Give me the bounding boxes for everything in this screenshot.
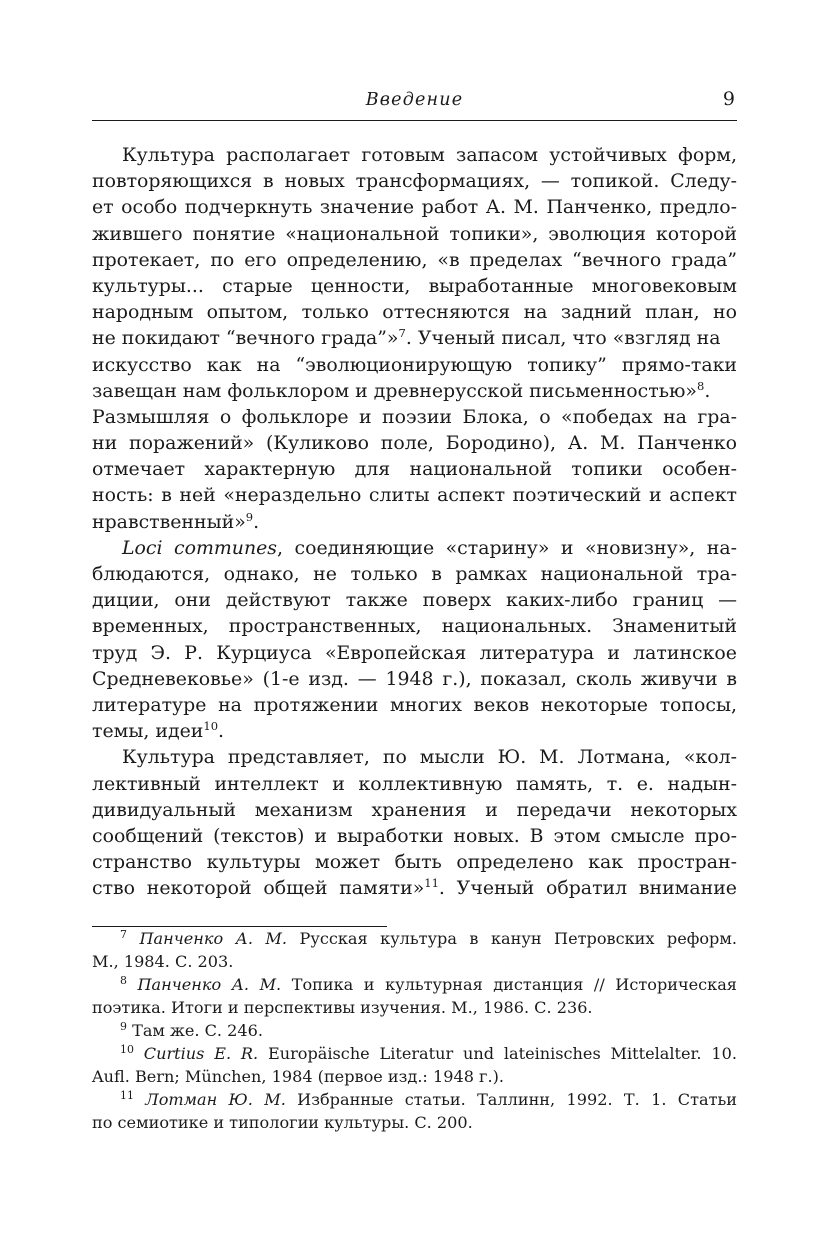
text-line: ность: в ней «нераздельно слиты аспект поэтический и аспект	[92, 484, 737, 507]
text-line	[92, 325, 737, 351]
footnote-line: поэтика. Итоги и перспективы изучения. М., 1986. С. 236.	[92, 998, 593, 1017]
line-segment: темы, идеи	[92, 720, 204, 743]
footnote-author: Панченко А. М.	[137, 975, 282, 994]
footnote-number: 8	[120, 973, 127, 987]
paragraph-2	[92, 535, 737, 745]
text-line: отмечает характерную для национальной топики особен-	[92, 458, 737, 481]
footnote-author: Панченко А. М.	[139, 929, 288, 948]
line-segment: не покидают “вечного града”»	[92, 327, 399, 350]
footnote-line	[92, 927, 737, 950]
footnote-line: М., 1984. С. 203.	[92, 952, 234, 971]
footnote-line	[92, 1019, 737, 1042]
text-line: Размышляя о фольклоре и поэзии Блока, о «победах на гра-	[92, 405, 737, 428]
paragraph-3	[92, 744, 737, 901]
text-line	[92, 535, 737, 561]
main-text	[92, 142, 737, 901]
text-line: ни поражений» (Куликово поле, Бородино), А. М. Панченко	[92, 432, 737, 455]
text-line: ет особо подчеркнуть значение работ А. М. Панченко, предло-	[92, 196, 737, 219]
text-line: дивидуальный механизм хранения и передачи некоторых	[92, 798, 737, 821]
footnote-8	[92, 973, 737, 1019]
footnote-number: 11	[120, 1088, 134, 1102]
period: .	[218, 720, 225, 743]
footnote-ref: 11	[424, 876, 439, 891]
text-line: культуры... старые ценности, выработанные многовековым	[92, 274, 737, 297]
text-line: блюдаются, однако, не только в рамках национальной тра-	[92, 563, 737, 585]
footnote-ref: 10	[203, 718, 219, 733]
running-title: Введение	[365, 90, 464, 110]
page-number: 9	[722, 88, 735, 110]
text-line: Средневековье» (1-е изд. — 1948 г.), показал, сколь живучи в	[92, 667, 737, 690]
text-line: временных, пространственных, национальных. Знаменитый	[92, 615, 737, 638]
footnote-line: Aufl. Bern; München, 1984 (первое изд.: 1948 г.).	[92, 1067, 504, 1086]
footnote-10	[92, 1042, 737, 1088]
line-segment: нравственный»	[92, 510, 246, 533]
line-segment: . Ученый писал, что «взгляд на	[405, 327, 721, 350]
running-header	[92, 86, 737, 121]
text-line: литературе на протяжении многих веков некоторые топосы,	[92, 693, 737, 716]
footnote-number: 7	[120, 927, 127, 941]
footnote-line	[92, 973, 737, 996]
footnote-text: Europäische Literatur und lateinisches Mittelalter. 10.	[268, 1044, 737, 1063]
footnote-line	[92, 1088, 737, 1111]
text-line: искусство как на “эволюционирующую топику” прямо-таки	[92, 353, 737, 376]
footnote-number: 10	[120, 1042, 134, 1056]
period: .	[704, 379, 711, 402]
period: .	[253, 510, 260, 533]
footnote-11	[92, 1088, 737, 1134]
footnote-author: Лотман Ю. М.	[145, 1090, 286, 1109]
line-segment: , соединяющие «старину» и «новизну», на-	[277, 536, 737, 559]
footnote-ref: 8	[696, 378, 705, 393]
line-segment: ство некоторой общей памяти»	[92, 877, 425, 900]
footnote-line	[92, 1042, 737, 1065]
footnote-7	[92, 927, 737, 973]
line-segment: завещан нам фольклором и древнерусской письменностью»	[92, 379, 697, 402]
footnote-text: Русская культура в канун Петровских реформ.	[299, 929, 737, 948]
paragraph-1	[92, 142, 737, 535]
text-line: диции, они действуют также поверх каких-либо границ —	[92, 589, 737, 612]
text-line: лективный интеллект и коллективную память, т. е. надын-	[92, 772, 737, 795]
text-line: труд Э. Р. Курциуса «Европейская литература и латинское	[92, 641, 737, 664]
latin-term: Loci communes	[122, 536, 278, 559]
footnote-number: 9	[120, 1019, 127, 1033]
footnote-ref: 7	[398, 326, 406, 341]
text-line: повторяющихся в новых трансформациях, — топикой. Следу-	[92, 170, 737, 193]
footnote-ref: 9	[245, 509, 254, 524]
text-line: протекает, по его определению, «в пределах “вечного града”	[92, 248, 737, 271]
line-segment: . Ученый обратил внимание	[438, 877, 737, 900]
footnote-author: Curtius E. R.	[143, 1044, 259, 1063]
footnote-line: по семиотике и типологии культуры. С. 200.	[92, 1113, 473, 1132]
footnote-9	[92, 1019, 737, 1042]
footnote-text: Там же. С. 246.	[132, 1021, 263, 1040]
text-line: Культура располагает готовым запасом устойчивых форм,	[122, 144, 737, 166]
text-line: народным опытом, только оттесняются на задний план, но	[92, 301, 737, 324]
footnote-text: Избранные статьи. Таллинн, 1992. Т. 1. Статьи	[297, 1090, 737, 1109]
text-line: сообщений (текстов) и выработки новых. В этом смысле про-	[92, 824, 737, 847]
text-line	[92, 718, 737, 744]
text-line: жившего понятие «национальной топики», эволюция которой	[92, 222, 737, 245]
text-line	[92, 378, 737, 404]
text-line	[92, 875, 737, 901]
text-line	[92, 509, 737, 535]
footnote-text: Топика и культурная дистанция // Историческая	[291, 975, 737, 994]
text-line: Культура представляет, по мысли Ю. М. Лотмана, «кол-	[122, 746, 737, 769]
text-line: странство культуры может быть определено как простран-	[92, 851, 737, 874]
footnotes	[92, 927, 737, 1134]
